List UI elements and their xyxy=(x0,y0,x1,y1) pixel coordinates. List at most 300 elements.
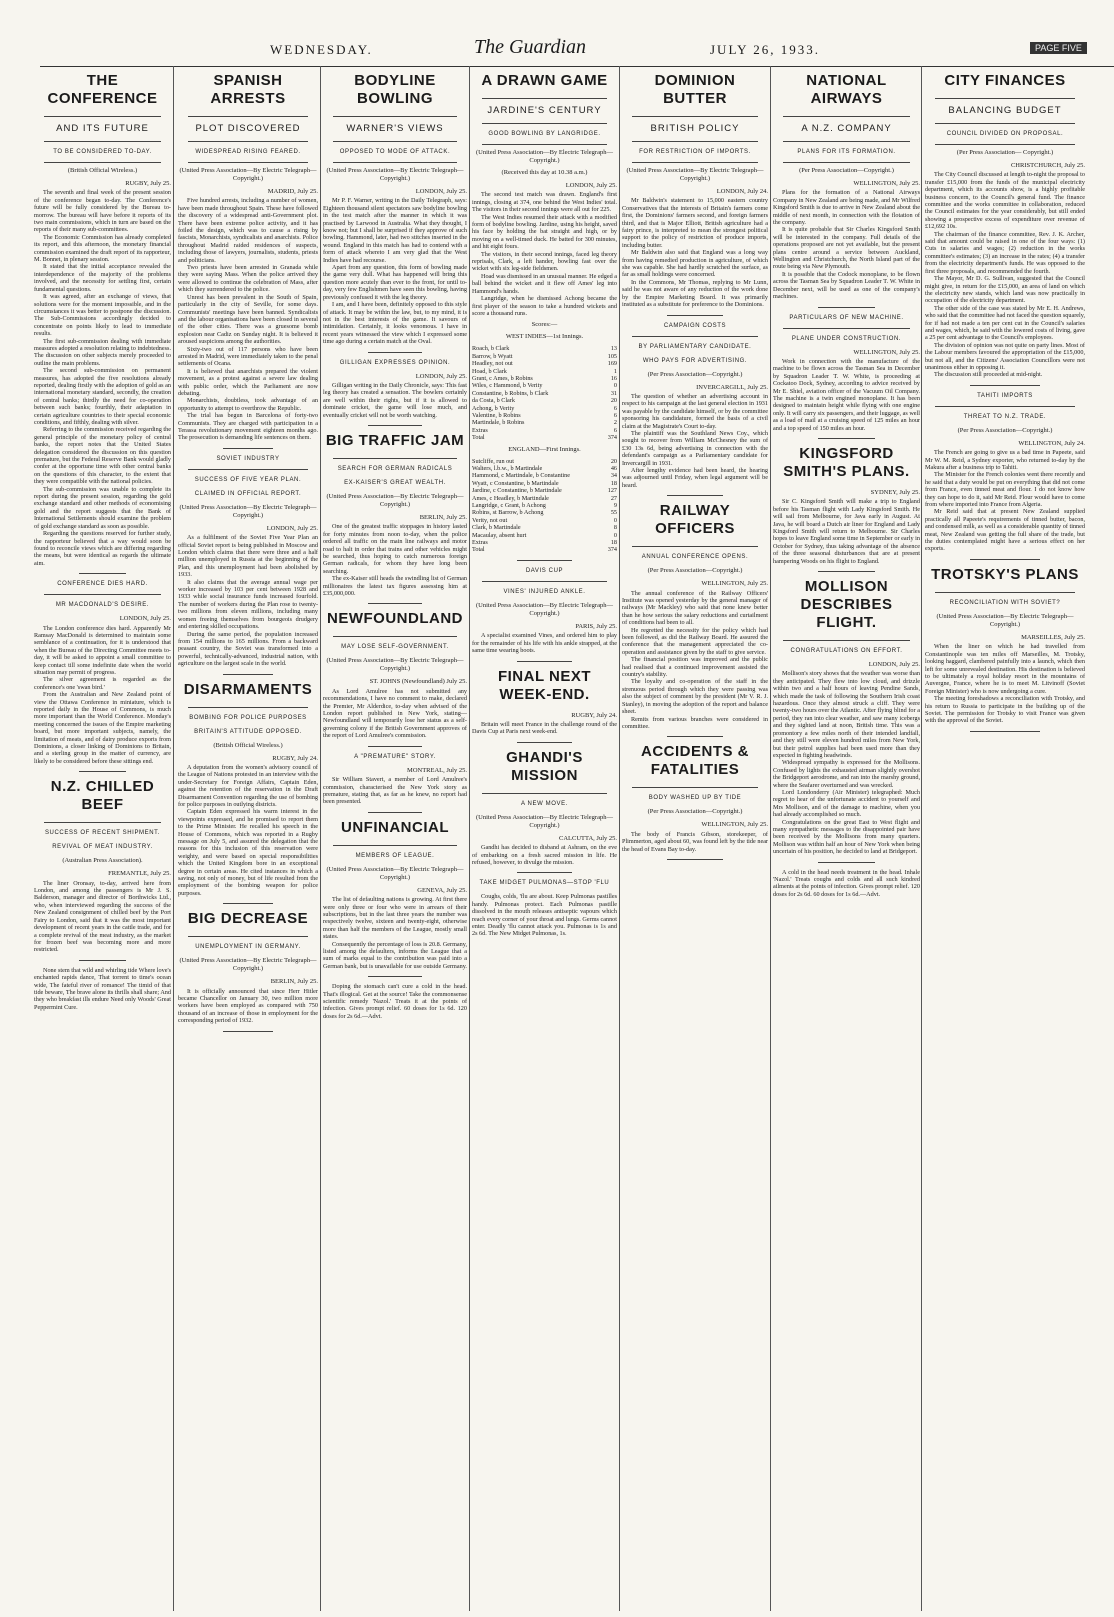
article-paragraph: The question of whether an advertising account in respect to his campaign at the last general election in 1931 was payable by the candidate himself, or by the committee sponsoring his candidature, formed the basis of a civil claim at the Magistrate's Court to-day. xyxy=(622,392,768,430)
agency-credit: (United Press Association—By Electric Telegraph—Copyright.) xyxy=(476,601,613,617)
dateline: BERLIN, July 25. xyxy=(419,513,467,521)
article-paragraph: Monarchists, doubtless, took advantage of an opportunity to attempt to overthrow the Republic. xyxy=(178,397,318,412)
article-headline: RAILWAY OFFICERS xyxy=(655,502,735,538)
score-row xyxy=(472,480,617,487)
section-rule xyxy=(970,385,1040,386)
agency-credit: (United Press Association—By Electric Telegraph—Copyright.) xyxy=(179,167,317,182)
section-rule xyxy=(368,603,422,604)
article-deck: COUNCIL DIVIDED ON PROPOSAL. xyxy=(946,131,1064,137)
article-subhead: BALANCING BUDGET xyxy=(948,105,1062,116)
agency-credit: (United Press Association—By Electric Telegraph—Copyright.) xyxy=(476,813,613,829)
dateline: MONTREAL, July 25. xyxy=(407,766,467,774)
score-row xyxy=(472,458,617,465)
article-paragraph: Apart from any question, this form of bowling made the game very dull. What has happened will bring this question more acutely than ever to the front, for until to-day, very few Englishmen have seen this bowling, having previously confused it with the leg theory. xyxy=(323,264,467,301)
score-row xyxy=(472,495,617,502)
score-runs: 13 xyxy=(610,345,617,353)
score-row xyxy=(472,390,617,397)
score-runs: 34 xyxy=(610,472,617,480)
column-divider xyxy=(320,66,321,1611)
masthead xyxy=(0,0,1114,60)
article-paragraph: He regretted the necessity for the policy which had been followed, as did the Railway Board. He assured the conference that the management appreciated the co-operation and assistance given by the staff to give service. xyxy=(622,626,768,656)
score-row xyxy=(472,472,617,479)
score-batsman: Headley, not out xyxy=(472,360,513,368)
score-runs: 46 xyxy=(610,465,617,472)
article-paragraph: The financial position was improved and the public had realised that a continued improvement assisted the country's stability. xyxy=(622,656,768,679)
article-headline: MOLLISON DESCRIBES FLIGHT. xyxy=(800,578,893,632)
headline-rule xyxy=(632,336,758,337)
article-paragraph: Five hundred arrests, including a number of women, have been made throughout Spain. These have followed the discovery of a widespread anti-Government plot. There have been extreme police activity, and it has foiled the design, which was to cause a rising by fascists, Monarchists, syndicalists and anarchists. Police throughout Madrid raided residences of suspects, including those of lawyers, journalists, students, priests and politicians. xyxy=(178,197,318,264)
section-rule xyxy=(223,674,273,675)
article-paragraph: After lengthy evidence had been heard, the hearing was adjourned until Friday, when legal argument will be heard. xyxy=(622,466,768,489)
column-5 xyxy=(622,66,768,1606)
article-paragraph: It stated that the initial acceptance revealed the interdependence of the majority of the problems involved, and the necessity for settling first, certain fundamental questions. xyxy=(34,263,171,293)
article-subhead: MEMBERS OF LEAGUE. xyxy=(355,852,435,859)
article-paragraph: Remits from various branches were considered in committee. xyxy=(622,715,768,730)
section-rule xyxy=(368,352,422,353)
score-row xyxy=(472,465,617,472)
article-paragraph: The City Council discussed at length to-night the proposal to transfer £15,000 from the funds of the municipal electricity department, which its accounts show, is a highly profitable business concern, to the Council's general fund. The finance committee and the works committee in collaboration, reduced the Council estimates for the year considerably, but still ended showing a prospective excess of expenditure over revenue of £12,692 10s. xyxy=(925,171,1085,231)
masthead-day: WEDNESDAY. xyxy=(270,42,373,57)
article-paragraph: As a fulfilment of the Soviet Five Year Plan an official Soviet report is being published in Moscow and London which claims that there were three and a half million unemployed in Russia at the beginning of the Plan, and this unemployment had been abolished by 1933. xyxy=(178,534,318,579)
article-deck: TO BE CONSIDERED TO-DAY. xyxy=(53,149,152,155)
advertisement: Coughs, colds, 'flu are about. Keep Pulmonas pastilles handy. Pulmonas protect. Each Pulmonas pastille dissolved in the mouth releases antiseptic vapours which reach every corner of your throat and lungs. Germs cannot enter. Deadly 'flu cannot attack you. Pulmonas is 1s and 2s 6d. The New Midget Pulmonas, 1s. xyxy=(472,893,617,938)
column-divider xyxy=(619,66,620,1611)
score-batsman: Langridge, c Grant, b Achong xyxy=(472,502,546,510)
section-rule xyxy=(667,315,723,316)
dateline: WELLINGTON, July 25. xyxy=(853,180,920,187)
article-paragraph: Unrest has been prevalent in the South of Spain, particularly in the city of Seville, for some days. Communists' meetings have been banned. Syndicalists and the labour organisations have been closed in several of the other cities. There was a gruesome bomb explosion near Cadiz on Sunday night. It is believed it aroused suspicions among the authorities. xyxy=(178,293,318,346)
article-paragraph: Two priests have been arrested in Granada while they were saying Mass. When the police arrived they were allowed to continue the celebration of Mass, after which they surrendered to the police. xyxy=(178,264,318,294)
article-paragraph: It was agreed, after an exchange of views, that solutions were for the moment impossible, and in the circumstances it was better to postpone the discussion. The Sub-Commissions accordingly decided to concentrate on points likely to lead to immediate results. xyxy=(34,293,171,338)
article-paragraph: The liner Oronsay, to-day, arrived here from London, and among the passengers is Mr J. S. Balderson, manager and director of Borthwicks Ltd., who, when interviewed regarding the success of the New Zealand consignment of chilled beef by the Port Fairy to London, said that it was the most important development of recent years in the cattle trade, and for a complete revival of the meat industry, as the market for frozen beef was becoming more and more restricted. xyxy=(34,879,171,954)
article-headline: PARTICULARS OF NEW MACHINE. xyxy=(789,314,904,321)
section-rule xyxy=(368,425,422,426)
headline-rule xyxy=(188,141,308,142)
score-batsman: Valentine, b Robins xyxy=(472,411,521,419)
score-runs: 6 xyxy=(613,426,617,434)
score-row xyxy=(472,532,617,539)
score-batsman: Ames, c Headley, b Martindale xyxy=(472,494,549,502)
article-paragraph: Mr Baldwin's statement to 15,000 eastern country Conservatives that the interests of Britain's farmers come first, the Dominions' farmers second, and foreign farmers third, and that is Major Elliott, British agriculture had a fairy prince, is interpreted to mean the strongest political support to the policy of restriction of produce imports, including butter. xyxy=(622,197,768,249)
score-row xyxy=(472,546,617,553)
article-headline: TAHITI IMPORTS xyxy=(977,392,1033,399)
agency-credit: (Per Press Association— Copyright.) xyxy=(956,149,1054,156)
dateline: CALCUTTA, July 25. xyxy=(559,834,617,842)
dateline: FREMANTLE, July 25. xyxy=(108,870,171,878)
article-headline: CITY FINANCES xyxy=(944,72,1066,89)
agency-credit: (Per Press Association—Copyright.) xyxy=(647,567,743,575)
headline-rule xyxy=(935,98,1075,99)
article-subhead: JARDINE'S CENTURY xyxy=(487,105,602,116)
dateline: LONDON, July 25. xyxy=(868,661,920,669)
score-batsman: Extras xyxy=(472,539,488,547)
score-batsman: Total xyxy=(472,434,485,442)
article-paragraph: A deputation from the women's advisory council of the League of Nations protested in an interview with the under-Secretary for Foreign Affairs, Captain Eden, against the retention of the reservation in the Draft Disarmament Convention regarding the use of bombing for police purposes in outlying districts. xyxy=(178,763,318,808)
score-runs: 6 xyxy=(613,411,617,419)
score-runs: 169 xyxy=(607,360,617,368)
score-runs: 16 xyxy=(610,374,617,382)
headline-rule xyxy=(482,581,607,582)
score-runs: 20 xyxy=(610,397,617,405)
section-rule xyxy=(517,560,572,561)
section-rule xyxy=(818,307,875,308)
article-paragraph: The sub-commission was unable to complete its report during the present session, regarding the gold exchange standard and other methods of economising gold and the report suggests that the Bank of International Settlements should examine the problem of gold exchange standard as soon as possible. xyxy=(34,485,171,530)
headline-rule xyxy=(44,141,161,142)
score-row xyxy=(472,487,617,494)
masthead-date: JULY 26, 1933. xyxy=(710,42,820,57)
headline-rule xyxy=(935,406,1075,407)
article-paragraph: The loyalty and co-operation of the staff in the strenuous period through which they were passing was also the subject of comment by the president (Mr V. R. J. Stanley), in moving the adoption of the report and balance sheet. xyxy=(622,678,768,716)
article-headline: NATIONAL AIRWAYS xyxy=(806,72,887,107)
article-paragraph: Mr P. F. Warner, writing in the Daily Telegraph, says: Eighteen thousand silent spectators saw bodyline bowling in the test match after the manner in which it was practised by Larwood in Australia. What they thought, I know not; but I shall be surprised if they approve of such bowling. Hammond, later, had two stitches inserted in the wound. England in this match has had to contend with a form of attack whereto I am very glad that the West Indies have had recourse. xyxy=(323,197,467,264)
score-runs: 9 xyxy=(613,502,617,510)
agency-credit: (Australian Press Association). xyxy=(62,857,143,865)
article-paragraph: In the Commons, Mr Thomas, replying to Mr Lunn, said he was not aware of any reduction of the work done by the Empire Marketing Board. It was primarily instituted as a substitute for preference to the Dominions. xyxy=(622,278,768,309)
score-batsman: Wyatt, c Constantine, b Martindale xyxy=(472,479,559,487)
headline-rule xyxy=(632,162,758,163)
article-subhead: PLOT DISCOVERED xyxy=(195,123,301,134)
article-headline: GILLIGAN EXPRESSES OPINION. xyxy=(339,359,451,366)
section-rule xyxy=(517,661,572,662)
article-paragraph: The ex-Kaiser still heads the swindling list of German millionaires the latest tax figures assessing him at £35,000,000. xyxy=(323,575,467,598)
article-deck: GOOD BOWLING BY LANGRIDGE. xyxy=(488,131,601,137)
score-row xyxy=(472,427,617,434)
section-rule xyxy=(223,1031,273,1032)
article-headline: UNFINANCIAL xyxy=(341,818,449,836)
dateline: SYDNEY, July 25. xyxy=(870,488,920,496)
article-subhead: CONGRATULATIONS ON EFFORT. xyxy=(790,648,903,655)
headline-rule xyxy=(188,707,308,708)
score-row xyxy=(472,517,617,524)
column-2 xyxy=(178,66,318,1606)
score-batsman: da Costa, b Clark xyxy=(472,397,515,405)
headline-rule xyxy=(935,592,1075,593)
score-runs: 0 xyxy=(613,516,617,524)
dateline: GENEVA, July 25. xyxy=(417,886,467,894)
dateline: WELLINGTON, July 25. xyxy=(701,580,768,588)
agency-credit: (Per Press Association—Copyright.) xyxy=(647,808,743,816)
article-headline: DAVIS CUP xyxy=(525,567,564,574)
article-paragraph: Britain will meet France in the challenge round of the Davis Cup at Paris next week-end. xyxy=(472,720,617,736)
section-rule xyxy=(517,742,572,743)
scoreboard-heading: ENGLAND—First Innings. xyxy=(508,445,581,453)
score-row xyxy=(472,502,617,509)
article-paragraph: A specialist examined Vines, and ordered him to play for the remainder of his life with his ankle strapped, at the same time wearing boots. xyxy=(472,632,617,655)
article-subhead: SEARCH FOR GERMAN RADICALS xyxy=(337,465,453,472)
article-paragraph: During the same period, the population increased from 154 millions to 165 millions. From a backward peasant country, the Soviet was transformed into a powerful, technically-advanced, industrial nation, with agriculture on the largest scale in the world. xyxy=(178,630,318,668)
article-paragraph: The chairman of the finance committee, Rev. J. K. Archer, said that amount could be raised in one of the four ways: (1) Cuts in salaries and wages; (2) reduction in the works committee's estimates; (3) an increase in the rates; (4) a transfer from the electricity department's funds. He was opposed to the first three proposals, and recommended the fourth. xyxy=(925,230,1085,275)
article-headline: GHANDI'S MISSION xyxy=(506,748,583,784)
article-paragraph: Lord Londonderry (Air Minister) telegraphed: Much regret to hear of the unfortunate accident to yourself and Mrs Mollison, and of the damage to machine, when you had already accomplished so much. xyxy=(773,788,920,819)
score-row xyxy=(472,509,617,516)
headline-rule xyxy=(935,123,1075,124)
score-runs: 1 xyxy=(613,367,617,375)
article-paragraph: Congratulations on the great East to West flight and many sympathetic messages to the disappointed pair have been received by the Mollisons from many quarters. Mollison was within half an hour of New York when being uncertain of his position, he decided to land at Bridgeport. xyxy=(773,818,920,856)
headline-rule xyxy=(935,144,1075,145)
article-paragraph: It is believed that anarchists prepared the violent movement, as a protest against a severe law dealing with public order, which the Parliament are now debating. xyxy=(178,367,318,397)
agency-credit: (United Press Association—By Electric Telegraph—Copyright.) xyxy=(179,503,317,519)
score-row xyxy=(472,434,617,441)
section-rule xyxy=(818,862,875,863)
article-headline: KINGSFORD SMITH'S PLANS. xyxy=(783,444,910,480)
section-rule xyxy=(818,438,875,439)
article-paragraph: Mollison's story shows that the weather was worse than they anticipated. They flew into low cloud, and drizzle within two and a half hours of leaving Pendine Sands, which made the task of following the Southern Irish coast hazardous. Once they almost struck a cliff. They were twenty-two hours over the Atlantic. After flying blind for a period, they ran into clear weather, and saw many icebergs and they sighted land at noon, British time. This was a promontory a few miles north of their intended landfall, and they still were eleven hundred miles from New York, but their petrol supplies had been used more than they expected in fighting headwinds. xyxy=(773,670,920,759)
headline-rule xyxy=(333,636,457,637)
article-subhead: CLAIMED IN OFFICIAL REPORT. xyxy=(194,490,302,497)
score-runs: 127 xyxy=(607,487,617,495)
article-subhead: BODY WASHED UP BY TIDE xyxy=(648,795,742,802)
article-paragraph: From the Australian and New Zealand point of view the Ottawa Conference in miniature, which is reported daily in the House of Commons, is much more important than the World Conference. Monday's meeting concerned the issues of the Empire marketing board, but more important subjects, namely, the limitation of meats, and of dairy produce exports from Dominions, a closer linking of Dominions to Britain, and a sterling group in the matter of currency, are likely to be considered before these sittings end. xyxy=(34,691,171,765)
article-paragraph: The division of opinion was not quite on party lines. Most of the Labour members favoured the appropriation of the £15,000, but not all, and the Citizens' Association Councillors were not unanimous either in opposing it. xyxy=(925,341,1085,371)
article-paragraph: The seventh and final week of the present session of the conference began to-day. The Conference's future will be fully considered by the Bureau to-morrow. The bureau will have before it reports of its two main commissions, which in turn are based on the reports of their many sub-committees. xyxy=(34,189,171,234)
dateline: WELLINGTON, July 24. xyxy=(1018,439,1085,447)
article-headline: CONFERENCE DIES HARD. xyxy=(57,581,148,588)
article-headline: BIG DECREASE xyxy=(187,910,309,928)
score-batsman: Hammond, c Martindale, b Constantine xyxy=(472,472,570,480)
article-paragraph: The discussion still proceeded at mid-night. xyxy=(934,371,1043,379)
headline-rule xyxy=(632,116,758,117)
article-paragraph: The silver agreement is regarded as the conference's one 'swan bird.' xyxy=(34,676,171,691)
article-paragraph: The list of defaulting nations is growing. At first there were only three or four who were in arrears of their subscriptions, but in the last three years the number was respectively twelve, sixteen and twenty-eight, otherwise more than half the members of the League, mostly small states. xyxy=(323,896,467,941)
article-paragraph: Gilligan writing in the Daily Chronicle, says: This fast leg theory has created a sensation. The bowlers certainly are well within their rights, but if it is allowed to dominate cricket, the game will lose much, and eventually cricket will not be worth watching. xyxy=(323,381,467,419)
headline-rule xyxy=(188,469,308,470)
article-paragraph: The Economic Commission has already completed its report, and this afternoon, the monetary financial commission examined the draft report of its rapporteur, M. Bonnet, in plenary session. xyxy=(34,233,171,264)
column-7 xyxy=(925,66,1085,1606)
article-paragraph: Consequently the percentage of loss is 20.8. Germany, listed among the defaulters, informs the League that a sum of marks equal to the contribution was paid into a German bank, but is unavailable for use outside Germany. xyxy=(323,940,467,970)
article-headline: N.Z. CHILLED BEEF xyxy=(50,778,155,814)
score-row xyxy=(472,524,617,531)
article-paragraph: Hoad was dismissed in an unusual manner. He edged a ball behind the wicket and it flew off Ames' leg into Hammond's hands. xyxy=(472,272,617,295)
dateline: LONDON, July 25. xyxy=(119,615,171,623)
headline-rule xyxy=(333,845,457,846)
column-4 xyxy=(472,66,617,1606)
agency-credit: (United Press Association—By Electric Telegraph—Copyright.) xyxy=(179,957,317,973)
dateline: RUGBY, July 24. xyxy=(571,711,617,719)
headline-rule xyxy=(188,116,308,117)
agency-credit: (Per Press Association—Copyright.) xyxy=(957,426,1053,434)
article-subhead: BRITAIN'S ATTITUDE OPPOSED. xyxy=(194,728,302,735)
scoreboard-heading: WEST INDIES—1st Innings. xyxy=(505,333,584,341)
score-runs: 2 xyxy=(613,419,617,427)
article-paragraph: The body of Francis Gibson, storekeeper, of Plimmerton, aged about 60, was found left by the tide near the head of Evans Bay to-day. xyxy=(622,830,768,853)
dateline: WELLINGTON, July 25. xyxy=(853,348,920,356)
dateline: LONDON, July 25. xyxy=(415,372,467,380)
dateline: LONDON, July 25. xyxy=(415,188,467,195)
section-rule xyxy=(368,746,422,747)
headline-rule xyxy=(632,141,758,142)
article-paragraph: Sir William Stavert, a member of Lord Amulree's commission, characterised the New York story as premature, stating that, as far as he knew, no report had been presented. xyxy=(323,776,467,806)
score-runs: 31 xyxy=(610,389,617,397)
article-subhead: WARNER'S VIEWS xyxy=(346,123,444,134)
agency-credit: (United Press Association—By Electric Telegraph—Copyright.) xyxy=(326,492,464,508)
article-paragraph: It is possible that the Codock monoplane, to be flown across the Tasman Sea by Squadron Leader T. W. White in December next, will be used as one of the company's machines. xyxy=(773,270,920,301)
dateline: BERLIN, July 25. xyxy=(270,978,318,986)
article-headline: CAMPAIGN COSTS xyxy=(663,322,727,329)
article-subhead: REVIVAL OF MEAT INDUSTRY. xyxy=(52,844,153,851)
article-subhead: VINES' INJURED ANKLE. xyxy=(503,588,586,595)
score-batsman: Extras xyxy=(472,426,488,434)
article-headline: DISARMAMENTS xyxy=(183,680,313,698)
article-headline: ACCIDENTS & FATALITIES xyxy=(640,743,749,779)
dateline: MADRID, July 25. xyxy=(267,188,318,195)
section-rule xyxy=(970,731,1040,732)
score-runs: 0 xyxy=(613,382,617,390)
article-paragraph: Langridge, when he dismissed Achong became the first player of the season to take a hundred wickets and score a thousand runs. xyxy=(472,295,617,317)
article-deck: OPPOSED TO MODE OF ATTACK. xyxy=(339,149,451,155)
section-rule xyxy=(517,872,572,873)
column-1 xyxy=(34,66,171,1606)
agency-credit: (United Press Association—By Electric Telegraph—Copyright.) xyxy=(626,167,764,182)
headline-rule xyxy=(482,123,607,124)
score-row xyxy=(472,360,617,367)
section-rule xyxy=(223,903,273,904)
score-runs: 8 xyxy=(613,524,617,532)
article-paragraph: As Lord Amulree has not submitted any recommendations, I have no comment to make, declared the Premier, Mr Alderdice, to-day when advised of the London report published in New York, stating— Newfoundland will temporarily lose her status as a self-governing colony if the British Government approves of the report of Lord Amulree's commission. xyxy=(323,687,467,740)
headline-rule xyxy=(482,793,607,794)
scoreboard-label: Scores:— xyxy=(531,321,558,329)
score-batsman: Constantine, b Robins, b Clark xyxy=(472,389,549,397)
article-subhead: SUCCESS OF FIVE YEAR PLAN. xyxy=(194,476,302,483)
dateline: PARIS, July 25. xyxy=(575,622,617,630)
score-row xyxy=(472,375,617,382)
masthead-title: The Guardian xyxy=(474,36,587,58)
headline-rule xyxy=(188,936,308,937)
dateline: LONDON, July 25. xyxy=(565,182,617,189)
article-paragraph: The London conference dies hard. Apparently Mr Ramsay MacDonald is determined to maintain some semblance of a continuation, for it is understood that when the Bureau of the Directing Committee meets to-day, it will be asked to appoint a small committee to keep contact till some indefinite date when the world situation may permit of progress. xyxy=(34,624,171,676)
article-headline: NEWFOUNDLAND xyxy=(327,610,463,628)
article-headline: BIG TRAFFIC JAM xyxy=(325,431,465,449)
article-subhead: PLANE UNDER CONSTRUCTION. xyxy=(791,335,902,342)
dateline: WELLINGTON, July 25. xyxy=(701,821,768,829)
article-headline: SOVIET INDUSTRY xyxy=(216,455,280,462)
score-runs: 18 xyxy=(610,479,617,487)
article-paragraph: Plans for the formation of a National Airways Company in New Zealand are being made, and Mr Wilfred Kingsford Smith is due to arrive in New Zealand about the middle of next month, in connection with the flotation of the company. xyxy=(773,189,920,227)
section-rule xyxy=(79,771,126,772)
section-rule xyxy=(79,573,126,574)
article-paragraph: The first sub-commission dealing with immediate measures adopted a resolution relating to indebtedness. The discussion on other subjects merely proceeded to outline the main problems. xyxy=(34,337,171,367)
score-runs: 6 xyxy=(613,404,617,412)
agency-credit: (United Press Association—By Electric Telegraph—Copyright.) xyxy=(936,612,1074,628)
article-paragraph: Mr Baldwin also said that England was a long way from having remedied production in agriculture, of which she was capable. She had hardly scratched the surface, as far as small holdings were concerned. xyxy=(622,249,768,279)
section-rule xyxy=(79,960,126,961)
headline-rule xyxy=(783,162,910,163)
agency-credit: (Per Press Association—Copyright.) xyxy=(647,370,743,378)
score-batsman: Verity, not out xyxy=(472,516,508,524)
article-subhead: AND ITS FUTURE xyxy=(56,123,149,134)
column-divider xyxy=(770,66,771,1611)
score-batsman: Grant, c Ames, b Robins xyxy=(472,374,533,382)
dateline: LONDON, July 24. xyxy=(716,188,768,195)
article-paragraph: Sixty-two out of 117 persons who have been arrested in Madrid, were immediately taken to the penal settlements of Ocana. xyxy=(178,345,318,368)
advertisement: Doping the stomach can't cure a cold in the head. That's illogical. Get at the source! Take the commonsense scientific remedy 'Nazol.' Treats it at the points of infection. Gives prompt relief. 60 doses for 1s 6d. 120 doses for 2s 6d.—Advt. xyxy=(323,983,467,1020)
article-paragraph: The French are going to give us a bad time in Papeete, said Mr W. M. Reid, a Sydney exporter, who returned to-day by the Makura after a business trip to Tahiti. xyxy=(925,449,1085,471)
advert-heading: TAKE MIDGET PULMONAS—STOP 'FLU xyxy=(479,880,610,887)
column-3 xyxy=(323,66,467,1606)
page-number: PAGE FIVE xyxy=(1030,42,1087,54)
article-paragraph: Sir C. Kingsford Smith will make a trip to England before his Tasman flight with Lady Kingsford Smith. He will sail from Melbourne, for Java early in August. At Java, he will board a Dutch air liner for England and Lady Kingsford Smith will return to Melbourne. Sir Charles hopes to leave England some time in September or early in October for Sydney, thus taking advantage of the absence of the three seasonal disturbances that are at present hampering Woods on his flight to England. xyxy=(773,498,920,565)
score-row xyxy=(472,412,617,419)
score-runs: 55 xyxy=(610,509,617,517)
score-batsman: Roach, b Clark xyxy=(472,345,510,353)
article-subhead: BY PARLIAMENTARY CANDIDATE. xyxy=(638,343,752,350)
agency-credit: (Per Press Association—Copyright.) xyxy=(799,167,894,174)
headline-rule xyxy=(44,116,161,117)
score-row xyxy=(472,397,617,404)
article-paragraph: It is quite probable that Sir Charles Kingsford Smith will be interested in the company. Full details of the operations proposed are not yet available, but the present plans centre around a service between Auckland, Wellington and Christchurch, the North Island part of the route being via New Plymouth. xyxy=(773,226,920,271)
article-headline: A "PREMATURE" STORY. xyxy=(354,753,436,760)
article-paragraph: The second test match was drawn. England's first innings, closing at 374, one behind the West Indies' total. The visitors in their second innings were all out for 225. xyxy=(472,191,617,214)
article-paragraph: The other side of the case was stated by Mr E. H. Andrews, who said that the committee had not faced the question squarely, for if had not made a ten per cent cut in the Council's salaries and wages, which, he said with the lowered costs of living, gave a 25 per cent advantage to the Council's employees. xyxy=(925,304,1085,342)
agency-credit: (Received this day at 10.38 a.m.) xyxy=(501,169,588,176)
article-deck: WIDESPREAD RISING FEARED. xyxy=(195,149,301,155)
article-paragraph: Referring to the commission received regarding the general principle of the monetary policy of central banks, the report notes that the United States delegation considered the discussion on this question premature, but the Federal Reserve Bank would gladly confer at the opportune time with other central banks on the questions of this character, to the extent that they were compatible with the national policies. xyxy=(34,426,171,486)
article-paragraph: Regarding the questions reserved for further study, the rapporteur believed that a way would soon be found to reconcile views which are differing regarding the means, but were identical as regards the ultimate aim. xyxy=(34,530,171,567)
score-batsman: Sutcliffe, run out xyxy=(472,457,514,465)
score-row xyxy=(472,405,617,412)
headline-rule xyxy=(333,141,457,142)
article-paragraph: It also claims that the average annual wage per worker increased by 103 per cent between 1928 and 1933 while social insurance funds increased fourfold. The number of workers during the Plan rose to twenty-two millions from eleven millions, including many women freeing themselves from bourgeois drudgery and entering skilled occupations. xyxy=(178,578,318,631)
article-headline: FINAL NEXT WEEK-END. xyxy=(497,667,592,703)
article-headline: A DRAWN GAME xyxy=(481,72,608,89)
score-runs: 374 xyxy=(607,546,617,554)
dateline: RUGBY, July 25. xyxy=(125,180,171,187)
dateline: MARSEILLES, July 25. xyxy=(1021,633,1085,641)
agency-credit: (United Press Association—By Electric Telegraph—Copyright.) xyxy=(326,657,464,673)
dateline: RUGBY, July 24. xyxy=(272,754,318,762)
column-divider xyxy=(469,66,470,1611)
headline-rule xyxy=(44,594,161,595)
headline-rule xyxy=(783,640,910,641)
section-rule xyxy=(970,559,1040,560)
headline-rule xyxy=(44,162,161,163)
score-batsman: Walters, l.b.w., b Martindale xyxy=(472,465,543,472)
agency-credit: (United Press Association—By Electric Telegraph—Copyright.) xyxy=(476,149,613,164)
dateline: LONDON, July 25. xyxy=(266,524,318,532)
dateline: ST. JOHNS (Newfoundland) July 25. xyxy=(369,678,467,686)
article-subhead: MR MACDONALD'S DESIRE. xyxy=(55,602,150,609)
score-row xyxy=(472,368,617,375)
headline-rule xyxy=(333,116,457,117)
article-paragraph: Mr Reid said that at present New Zealand supplied practically all Papeete's requirements of tinned butter, bacon, and condensed milk, as well as a considerable quantity of tinned meat, New Zealand was getting the full share of the trade, but the duties contemplated might have a serious effect on her exports. xyxy=(925,508,1085,553)
article-paragraph: Work in connection with the manufacture of the machine to be flown across the Tasman Sea in December by Squadron Leader T. W. White, is proceeding at Cockatoo Dock, Sydney, according to advice received by Mr E. Shiel, aviation officer of the Vacuum Oil Company. The machine is a twin engined monoplane. It has been designed to maintain height while flying with one engine only. It will carry six passengers, and their luggage, as well as a load of mail at a cruising speed of 125 miles an hour and a top speed of 150 miles an hour. xyxy=(773,357,920,432)
article-paragraph: The second sub-commission on permanent measures, has adopted the five resolutions already reported, dealing firstly with the adoption of gold as an international monetary standard, secondly, the creation of central banks; thirdly the need for co-operation between such banks; fourthly, their adaptation in certain agriculture countries to their special economic conditions, and fifthly, dealing with silver. xyxy=(34,367,171,426)
score-runs: 374 xyxy=(607,434,617,442)
agency-credit: (United Press Association—By Electric Telegraph—Copyright.) xyxy=(326,167,464,182)
agency-credit: (British Official Wireless.) xyxy=(67,167,138,174)
score-runs: 27 xyxy=(610,494,617,502)
article-subhead: RECONCILIATION WITH SOVIET? xyxy=(949,599,1061,606)
column-divider xyxy=(173,66,174,1611)
article-paragraph: The annual conference of the Railway Officers' Institute was opened yesterday by the general manager of railways (Mr Mackley) who said that none knew better than he how serious the salary reductions and curtailment of conditions had been to all. xyxy=(622,589,768,627)
headline-rule xyxy=(188,162,308,163)
article-subhead: BOMBING FOR POLICE PURPOSES xyxy=(189,714,307,721)
section-rule xyxy=(818,571,875,572)
article-headline: SPANISH ARRESTS xyxy=(210,72,286,107)
headline-rule xyxy=(482,144,607,145)
agency-credit: (British Official Wireless.) xyxy=(213,741,283,749)
advertisement: A cold in the head needs treatment in the head. Inhale 'Nazol.' Treats coughs and colds and all such kindred ailments at the points of infection. Gives prompt relief. 120 doses for 2s 6d. 60 doses for 1s 6d.—Advt. xyxy=(773,868,920,898)
agency-credit: (United Press Association—By Electric Telegraph—Copyright.) xyxy=(326,865,464,881)
score-row xyxy=(472,345,617,352)
article-paragraph: When the liner on which he had travelled from Constantinople was ten miles off Marseilles, M. Trotsky, looking haggard, clambered painfully into a launch, which then left for some unrevealed destination. His destination is believed to be ultimately a royal holiday resort in the mountains of Auvergne, France, where he is to meet M. Litvinoff (Soviet Foreign Minister) who is now undergoing a cure. xyxy=(925,643,1085,695)
advertisement: None stem that wild and whirling tide Where love's enchanted rapids dance, That torrent to time's ocean wide, The fateful river of romance! The timid of that tide beware, The brave alone its thrills shall share; And they who breakfast ills endure Need only Woods' Great Peppermint Cure. xyxy=(34,966,171,1011)
article-paragraph: I am, and I have been, definitely opposed to this style of attack. It may be within the law, but, to my mind, it is not in the best interests of the game. It savours of intimidation. Certainly, it looks venomous. I have in recent years witnessed the view which I expressed some time ago during a certain match at the Oval. xyxy=(323,301,467,346)
section-rule xyxy=(223,448,273,449)
article-headline: DOMINION BUTTER xyxy=(654,72,736,107)
score-batsman: Wiles, c Hammond, b Verity xyxy=(472,382,543,390)
score-batsman: Barrow, b Wyatt xyxy=(472,352,513,360)
article-subhead: A N.Z. COMPANY xyxy=(801,123,892,134)
